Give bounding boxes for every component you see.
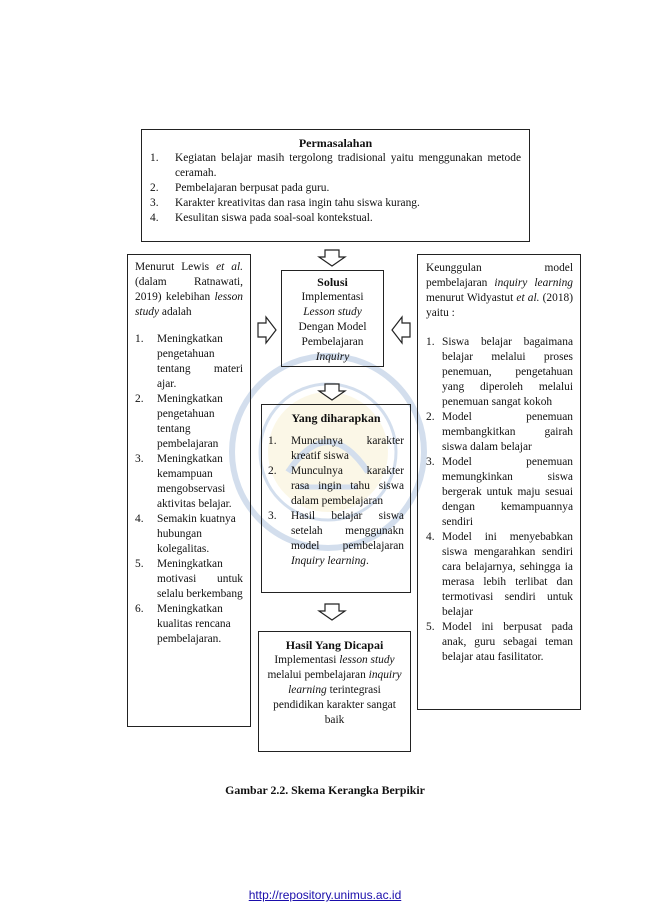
- solution-line: [285, 350, 380, 365]
- list-text: Meningkatkan pengetahuan tentang materi ajar.: [157, 333, 243, 390]
- figure-caption: Gambar 2.2. Skema Kerangka Berpikir: [225, 783, 425, 797]
- list-text: Semakin kuatnya hubungan kolegalitas.: [157, 513, 236, 555]
- list-text: Kegiatan belajar masih tergolong tradisional yaitu menggunakan metode ceramah.: [175, 152, 521, 179]
- problem-title: Permasalahan: [298, 136, 373, 150]
- result-title: Hasil Yang Dicapai: [285, 638, 384, 652]
- lesson-study-box: [127, 254, 251, 727]
- down-arrow-icon: [317, 249, 347, 267]
- list-item: [426, 455, 573, 530]
- repository-link[interactable]: http://repository.unimus.ac.id: [248, 888, 402, 902]
- solution-line-italic: Inquiry: [315, 351, 350, 363]
- list-item: [426, 530, 573, 620]
- list-number: 2.: [150, 182, 159, 194]
- list-number: 4.: [135, 513, 144, 525]
- down-arrow-icon: [317, 603, 347, 621]
- list-number: 3.: [150, 197, 159, 209]
- solution-line: Dengan Model: [298, 321, 367, 333]
- list-text: [291, 509, 404, 569]
- list-item: [426, 335, 573, 410]
- list-text-part: Hasil belajar siswa setelah menggunakn model pembelajaran: [291, 510, 404, 552]
- list-item: [135, 332, 243, 392]
- list-text: Kesulitan siswa pada soal-soal kontekstual.: [175, 212, 373, 224]
- problem-list: [150, 151, 521, 226]
- list-item: [135, 602, 243, 647]
- list-text: Model penemuan membangkitkan gairah siswa dalam belajar: [442, 411, 573, 453]
- result-box: [258, 631, 411, 752]
- list-number: 5.: [426, 621, 435, 633]
- expectation-list: [268, 434, 404, 569]
- list-text: Model ini berpusat pada anak, guru sebagai teman belajar atau fasilitator.: [442, 621, 573, 663]
- expectation-box: [261, 404, 411, 593]
- list-text: Meningkatkan kemampuan mengobservasi aktivitas belajar.: [157, 453, 232, 510]
- list-item: [426, 410, 573, 455]
- list-number: 1.: [268, 435, 277, 447]
- inquiry-learning-box: [417, 254, 581, 710]
- list-text: Model ini menyebabkan siswa mengarahkan sendiri cara belajarnya, sehingga ia merasa lebih terlibat dan termotivasi sendiri untuk belajar: [442, 531, 573, 618]
- list-number: 1.: [426, 336, 435, 348]
- solution-box: [281, 270, 384, 367]
- list-number: 1.: [135, 333, 144, 345]
- list-item: [150, 211, 521, 226]
- expectation-title: Yang diharapkan: [291, 411, 381, 425]
- list-item: [135, 452, 243, 512]
- list-number: 4.: [150, 212, 159, 224]
- solution-line: Pembelajaran: [301, 336, 364, 348]
- list-text: Munculnya karakter kreatif siswa: [291, 435, 404, 462]
- lesson-study-intro: [135, 260, 243, 320]
- list-text: Meningkatkan motivasi untuk selalu berkembang: [157, 558, 243, 600]
- intro-italic: et al.: [516, 292, 540, 304]
- solution-line: Implementasi: [301, 291, 364, 303]
- list-text: Siswa belajar bagaimana belajar melalui proses penemuan, pengetahuan yang diperoleh melalui penemuan sangat kokoh: [442, 336, 573, 408]
- inquiry-intro: [426, 261, 573, 321]
- list-item: [135, 392, 243, 452]
- result-text-part: terintegrasi pendidikan karakter sangat baik: [273, 684, 396, 726]
- list-text: Meningkatkan kualitas rencana pembelajaran.: [157, 603, 231, 645]
- list-number: 4.: [426, 531, 435, 543]
- result-text-italic: lesson study: [339, 654, 395, 666]
- list-item: [268, 509, 404, 569]
- list-item: [268, 464, 404, 509]
- solution-title: Solusi: [317, 275, 348, 289]
- inquiry-list: [426, 335, 573, 665]
- down-arrow-icon: [317, 383, 347, 401]
- result-text-italic: inquiry learning: [288, 669, 402, 696]
- list-number: 3.: [135, 453, 144, 465]
- right-arrow-icon: [257, 315, 277, 345]
- problem-box: [141, 129, 530, 242]
- solution-line-italic: Lesson study: [303, 306, 362, 318]
- intro-italic: et al.: [216, 261, 243, 273]
- intro-text: Keunggulan model pembelajaran: [426, 262, 573, 289]
- list-text-part: .: [365, 555, 369, 567]
- list-number: 3.: [426, 456, 435, 468]
- list-text-italic: Inquiry learning: [291, 555, 366, 567]
- list-number: 5.: [135, 558, 144, 570]
- intro-italic: lesson study: [135, 291, 243, 318]
- list-text: Pembelajaran berpusat pada guru.: [175, 182, 330, 194]
- result-text: [265, 653, 404, 728]
- list-text: Model penemuan memungkinkan siswa bergerak untuk maju sesuai dengan kemampuannya sendiri: [442, 456, 573, 528]
- intro-text: adalah: [159, 306, 192, 318]
- list-number: 2.: [426, 411, 435, 423]
- list-item: [150, 151, 521, 181]
- list-item: [426, 620, 573, 665]
- list-number: 2.: [135, 393, 144, 405]
- intro-text: menurut Widyastut: [426, 292, 517, 304]
- intro-text: (dalam Ratnawati, 2019) kelebihan: [135, 276, 243, 303]
- left-arrow-icon: [391, 315, 411, 345]
- list-item: [150, 196, 521, 211]
- list-item: [268, 434, 404, 464]
- list-item: [135, 512, 243, 557]
- list-number: 1.: [150, 152, 159, 164]
- intro-text: (2018) yaitu :: [426, 292, 573, 319]
- solution-line: [285, 305, 380, 320]
- list-text: Munculnya karakter rasa ingin tahu siswa dalam pembelajaran: [291, 465, 404, 507]
- result-text-part: Implementasi: [274, 654, 340, 666]
- list-number: 3.: [268, 510, 277, 522]
- list-item: [135, 557, 243, 602]
- intro-text: Menurut Lewis: [135, 261, 217, 273]
- list-number: 6.: [135, 603, 144, 615]
- lesson-study-list: [135, 332, 243, 647]
- result-text-part: melalui pembelajaran: [267, 669, 369, 681]
- list-number: 2.: [268, 465, 277, 477]
- list-text: Karakter kreativitas dan rasa ingin tahu siswa kurang.: [175, 197, 420, 209]
- list-item: [150, 181, 521, 196]
- intro-italic: inquiry learning: [494, 277, 573, 289]
- list-text: Meningkatkan pengetahuan tentang pembelajaran: [157, 393, 223, 450]
